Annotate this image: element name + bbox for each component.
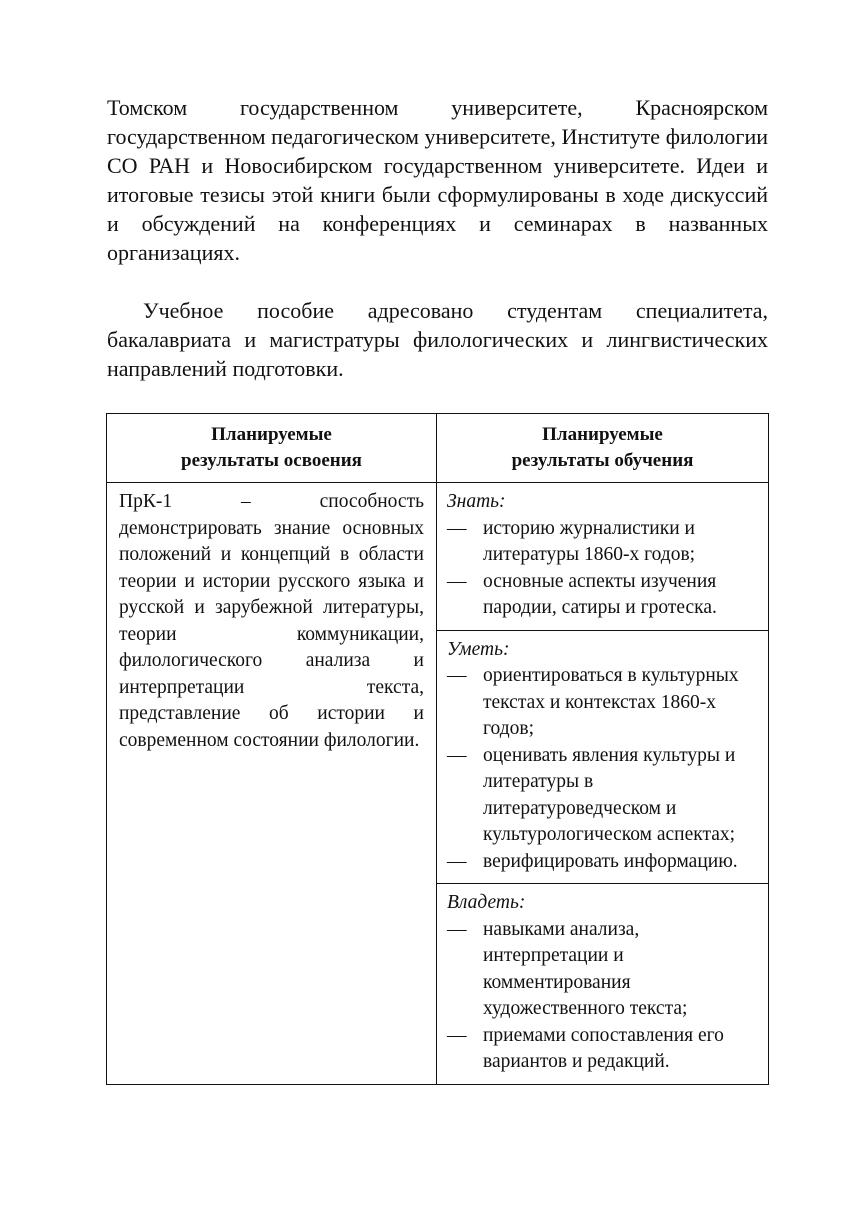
results-master-cell (437, 884, 769, 1085)
dash-marker: — (447, 1024, 467, 1046)
dash-marker: — (447, 918, 467, 940)
intro-paragraph: Томском государственном университете, Красноярском государственном педагогическом университете, Институте филологии СО РАН и Новосибирском государственном университете. Идеи и итоговые тезисы этой книги были сформулированы в ходе дискуссий и обсуждений на конференциях и семинарах в названных организациях. (107, 95, 768, 265)
list-item (447, 743, 756, 849)
dash-marker: — (447, 850, 467, 872)
results-title: Уметь: (447, 638, 510, 660)
list-item (447, 849, 756, 876)
list-item-text: основные аспекты изучения пародии, сатиры и гротеска. (483, 570, 717, 618)
table-header-row (107, 414, 769, 483)
header-line: Планируемые (542, 424, 663, 445)
list-item (447, 917, 756, 1023)
results-title: Владеть: (447, 892, 526, 913)
header-competency (107, 414, 437, 483)
list-item (447, 1023, 756, 1076)
audience-paragraph: Учебное пособие адресовано студентам специалитета, бакалавриата и магистратуры филологических и лингвистических направлений подготовки. (107, 298, 768, 381)
table-row (107, 483, 769, 631)
dash-marker: — (447, 517, 467, 539)
results-can-cell (437, 630, 769, 884)
list-item-text: историю журналистики и литературы 1860-х годов; (483, 517, 696, 565)
list-item-text: оценивать явления культуры и литературы в литературоведческом и культурологическом аспектах; (483, 744, 736, 845)
dash-marker: — (447, 570, 467, 592)
results-know-cell (437, 483, 769, 631)
dash-marker: — (447, 744, 467, 766)
list-item (447, 516, 756, 569)
header-line: результаты освоения (181, 450, 362, 471)
results-title: Знать: (447, 491, 506, 512)
dash-marker: — (447, 665, 467, 686)
list-item-text: верифицировать информацию. (483, 850, 738, 872)
list-item-text: ориентироваться в культурных текстах и контекстах 1860-х годов; (483, 665, 739, 739)
competency-cell: ПрК-1 – способность демонстрировать знание основных положений и концепций в области теории и истории русского языка и русской и зарубежной литературы, теории коммуникации, филологического анализа и интерпретации текста, представление об истории и современном состоянии филологии. (107, 483, 437, 1085)
header-line: результаты обучения (511, 450, 694, 471)
results-list (447, 917, 756, 1076)
results-list (447, 663, 756, 875)
list-item (447, 569, 756, 622)
list-item (447, 663, 756, 743)
header-line: Планируемые (211, 424, 332, 445)
list-item-text: навыками анализа, интерпретации и комментирования художественного текста; (483, 918, 688, 1019)
header-results (437, 414, 769, 483)
results-list (447, 516, 756, 622)
list-item-text: приемами сопоставления его вариантов и редакций. (483, 1024, 724, 1072)
competency-table (106, 413, 769, 1085)
